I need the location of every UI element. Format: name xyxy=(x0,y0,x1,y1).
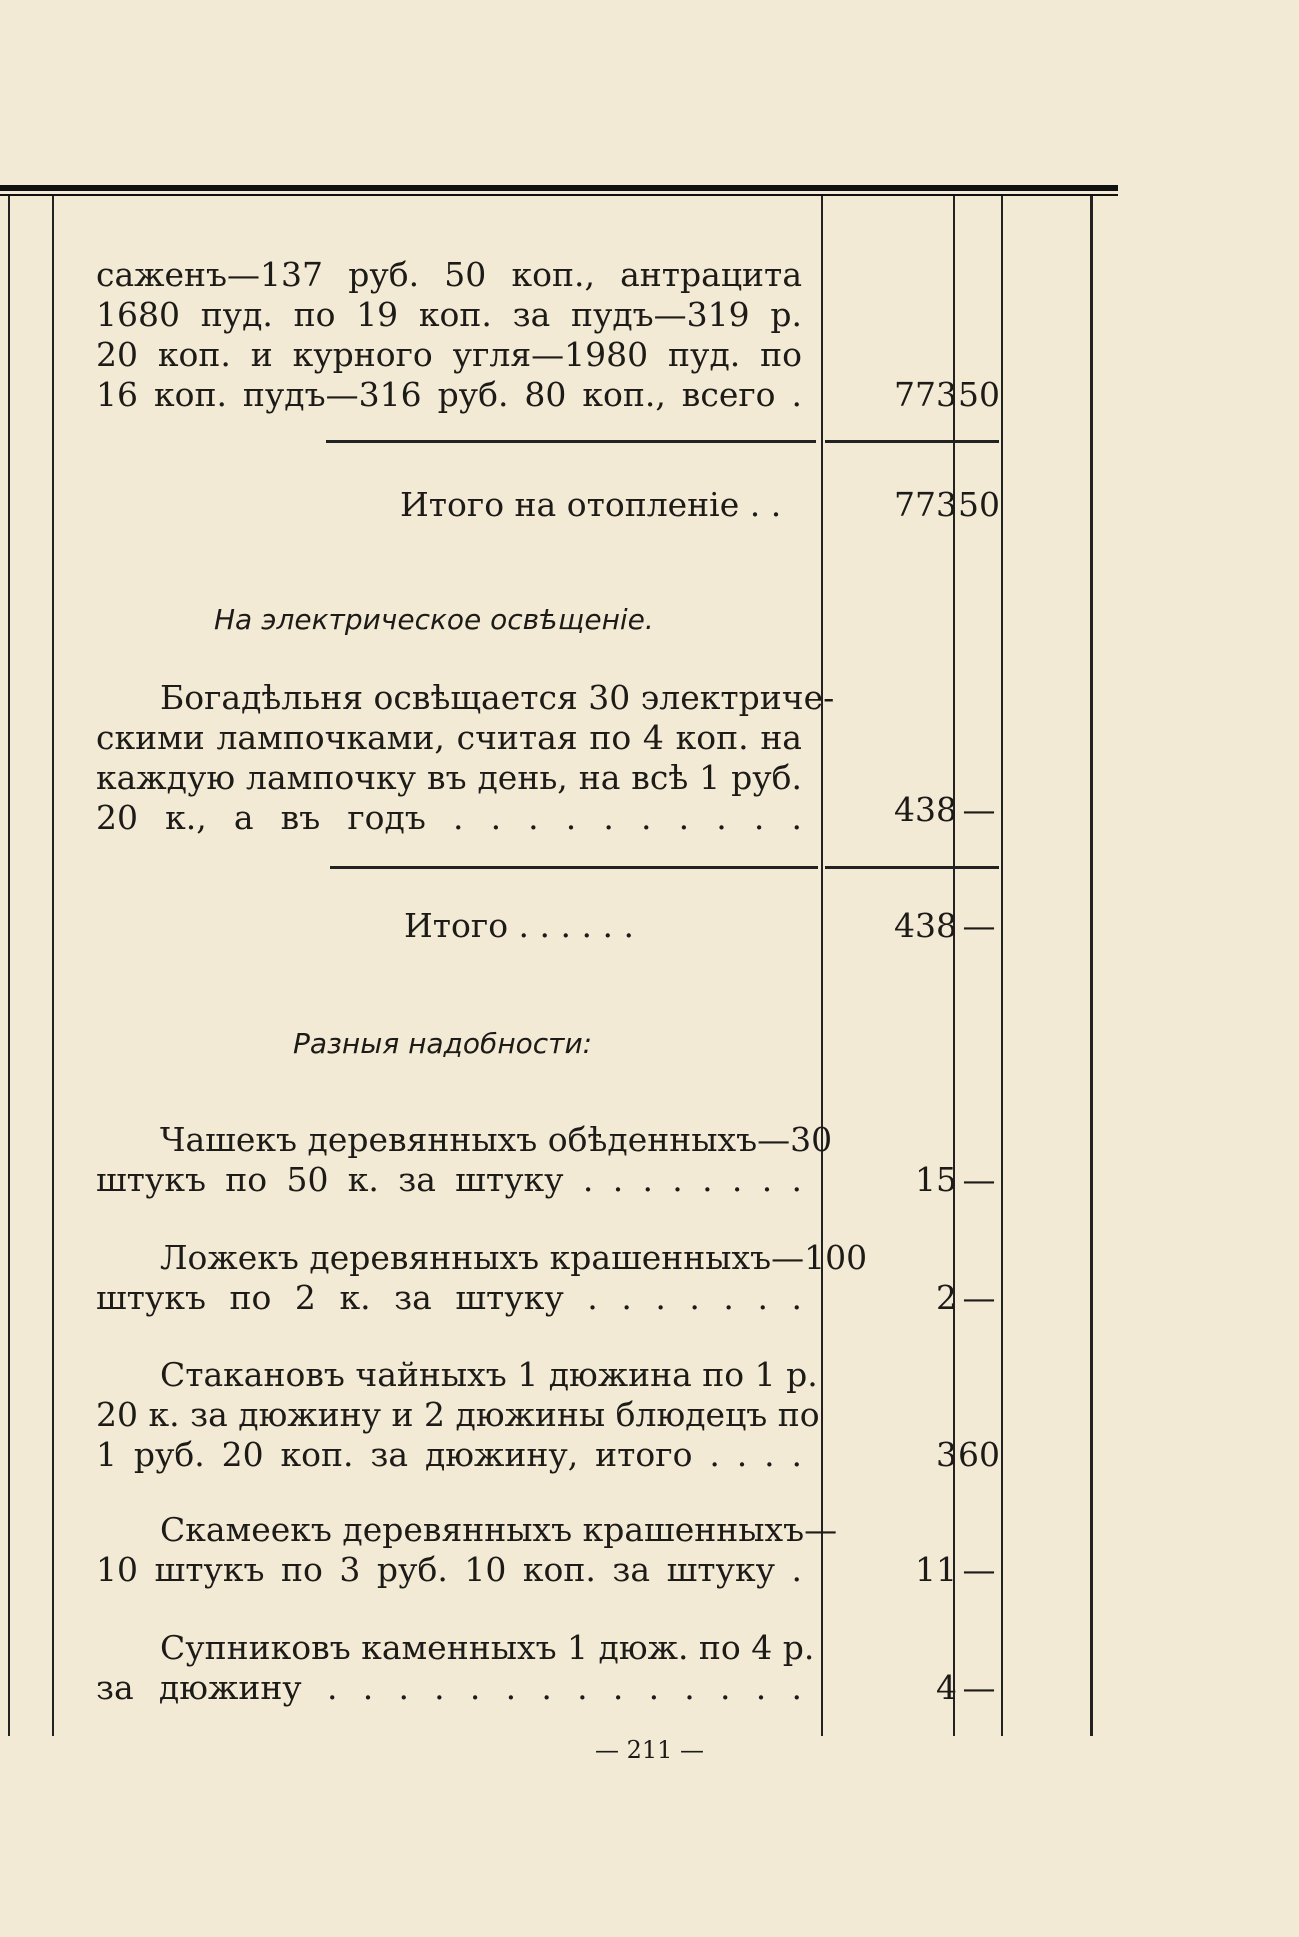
misc-item xyxy=(96,1355,820,1475)
electric-total-rule-cols xyxy=(825,866,999,869)
electric-total-rub: 438 xyxy=(894,906,957,945)
heating-amount-rub: 773 xyxy=(894,375,957,414)
misc-item xyxy=(96,1510,838,1590)
misc-item xyxy=(96,1628,815,1708)
heating-total-rub: 773 xyxy=(894,485,957,524)
text-line: 1 руб. 20 коп. за дюжину, итого . . . . xyxy=(96,1435,802,1474)
misc-item-kop: 60 xyxy=(958,1435,1000,1474)
right-column-rule xyxy=(1001,196,1003,1736)
text-line: штукъ по 50 к. за штуку . . . . . . . . xyxy=(96,1160,802,1199)
text-line: 20 к. за дюжину и 2 дюжины блюдецъ по xyxy=(96,1395,820,1434)
text-line: штукъ по 2 к. за штуку . . . . . . . xyxy=(96,1278,802,1317)
top-rule-thin xyxy=(0,194,1118,196)
heating-amount-kop: 50 xyxy=(958,375,1000,414)
misc-heading: Разныя надобности: xyxy=(293,1027,593,1060)
electric-total-kop: — xyxy=(962,906,996,945)
rubles-column-rule xyxy=(821,196,823,1736)
heating-total-label: Итого на отопленіе . . xyxy=(400,485,782,524)
top-rule-thick xyxy=(0,185,1118,191)
kopecks-column-rule xyxy=(953,196,955,1736)
text-line: саженъ—137 руб. 50 коп., антрацита xyxy=(96,255,802,294)
text-line: 16 коп. пудъ—316 руб. 80 коп., всего . xyxy=(96,375,802,414)
text-line: Супниковъ каменныхъ 1 дюж. по 4 р. xyxy=(160,1628,815,1667)
misc-item-rub: 4 xyxy=(936,1668,957,1707)
electric-heading: На электрическое освѣщеніе. xyxy=(214,603,654,636)
misc-item xyxy=(96,1120,833,1200)
misc-item-kop: — xyxy=(962,1550,996,1589)
left-border-inner xyxy=(52,196,54,1736)
text-line: каждую лампочку въ день, на всѣ 1 руб. xyxy=(96,758,802,797)
misc-item-kop: — xyxy=(962,1160,996,1199)
text-line: Ложекъ деревянныхъ крашенныхъ—100 xyxy=(160,1238,868,1277)
text-line: 20 коп. и курного угля—1980 пуд. по xyxy=(96,335,802,374)
misc-item-rub: 15 xyxy=(915,1160,957,1199)
misc-item-rub: 3 xyxy=(936,1435,957,1474)
electric-total-rule xyxy=(330,866,818,869)
text-line: Скамеекъ деревянныхъ крашенныхъ— xyxy=(160,1510,838,1549)
text-line: за дюжину . . . . . . . . . . . . . . xyxy=(96,1668,802,1707)
misc-item-kop: — xyxy=(962,1668,996,1707)
text-line: 20 к., а въ годъ . . . . . . . . . . xyxy=(96,798,802,837)
left-border-outer xyxy=(8,196,10,1736)
electric-total-label: Итого . . . . . . xyxy=(404,906,634,945)
electric-amount-rub: 438 xyxy=(894,790,957,829)
electric-amount-kop: — xyxy=(962,790,996,829)
right-border-outer xyxy=(1090,196,1093,1736)
text-line: Стакановъ чайныхъ 1 дюжина по 1 р. xyxy=(160,1355,818,1394)
text-line: скими лампочками, считая по 4 коп. на xyxy=(96,718,802,757)
text-line: 1680 пуд. по 19 коп. за пудъ—319 р. xyxy=(96,295,802,334)
heating-paragraph xyxy=(96,255,802,415)
heating-total-rule-cols xyxy=(825,440,999,443)
heating-total-rule xyxy=(326,440,816,443)
misc-item-rub: 2 xyxy=(936,1278,957,1317)
heating-total-kop: 50 xyxy=(958,485,1000,524)
misc-item-rub: 11 xyxy=(915,1550,957,1589)
text-line: Чашекъ деревянныхъ обѣденныхъ—30 xyxy=(160,1120,833,1159)
misc-item xyxy=(96,1238,868,1318)
text-line: Богадѣльня освѣщается 30 электриче- xyxy=(160,678,835,717)
misc-item-kop: — xyxy=(962,1278,996,1317)
text-line: 10 штукъ по 3 руб. 10 коп. за штуку . xyxy=(96,1550,802,1589)
page-number: — 211 — xyxy=(594,1736,705,1764)
electric-paragraph xyxy=(96,678,835,838)
